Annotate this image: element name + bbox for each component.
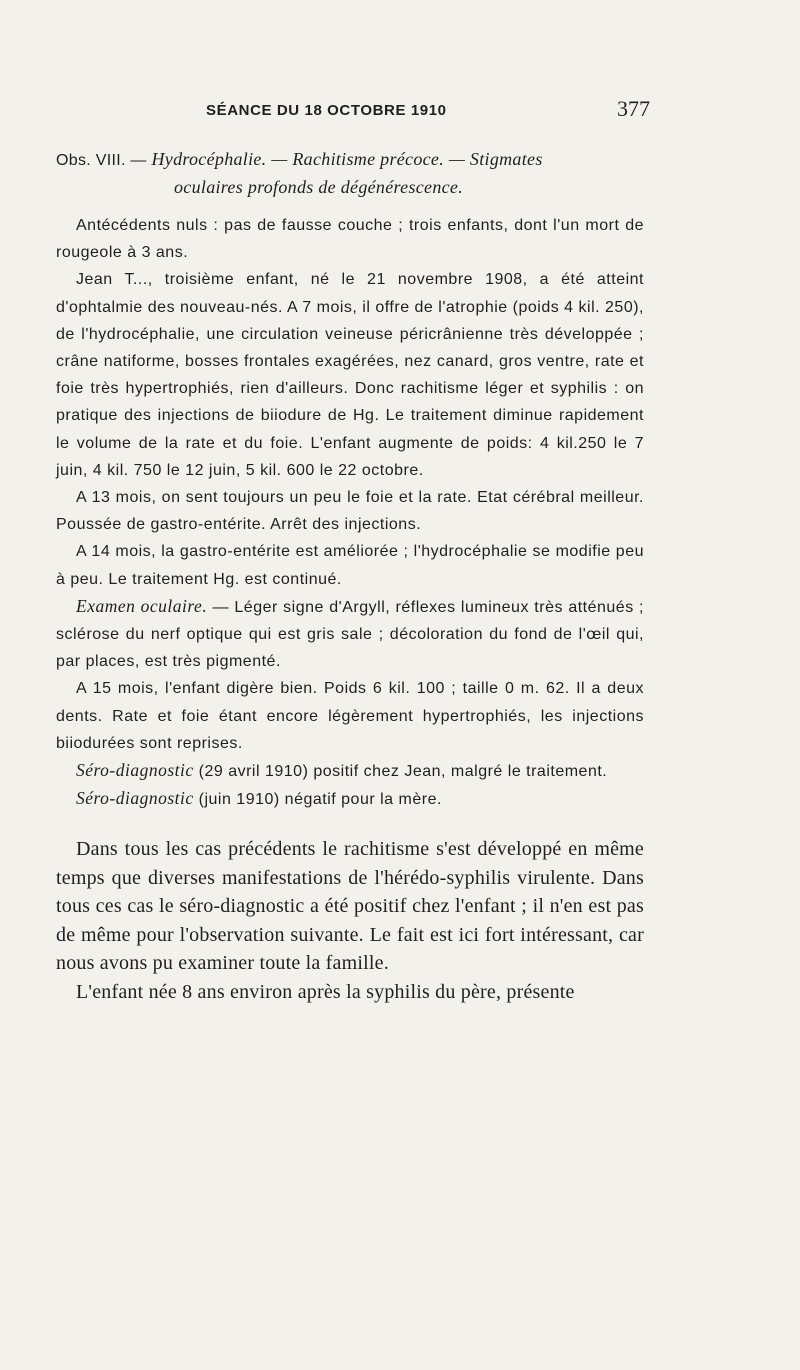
running-head: SÉANCE DU 18 OCTOBRE 1910 — [206, 102, 447, 119]
paragraph-14-mois: A 14 mois, la gastro-entérite est améliorée ; l'hydrocéphalie se modifie peu à peu. Le traitement Hg. est continué. — [56, 543, 644, 588]
observation-title — [56, 146, 644, 200]
paragraph-case-history: Jean T..., troisième enfant, né le 21 novembre 1908, a été atteint d'ophtalmie des nouveau-nés. A 7 mois, il offre de l'atrophie (poids 4 kil. 250), de l'hydrocéphalie, une circulation veineuse péricrânienne très développée ; crâne natiforme, bosses frontales exagérées, nez canard, gros ventre, rate et foie très hypertrophiés, rien d'ailleurs. Donc rachitisme léger et syphilis : on pratique des injections de biiodure de Hg. Le traitement diminue rapidement le volume de la rate et du foie. L'enfant augmente de poids: 4 kil.250 le 7 juin, 4 kil. 750 le 12 juin, 5 kil. 600 le 22 octobre. — [56, 271, 644, 479]
sero-2-text: (juin 1910) négatif pour la mère. — [193, 791, 442, 809]
paragraph-discussion: Dans tous les cas précédents le rachitisme s'est développé en même temps que diverses manifestations de l'hérédo-syphilis virulente. Dans tous ces cas le séro-diagnostic a été positif chez l'enfant ; il n'en est pas de même pour l'observation suivante. Le fait est ici fort intéressant, car nous avons pu examiner toute la famille. — [56, 838, 644, 975]
paragraph-sero-diagnostic-1 — [56, 757, 644, 785]
paragraph-15-mois: A 15 mois, l'enfant digère bien. Poids 6 kil. 100 ; taille 0 m. 62. Il a deux dents. Rate et foie étant encore légèrement hypertrophiés, les injections biiodurées sont reprises. — [56, 680, 644, 752]
observation-title-line-2: oculaires profonds de dégénérescence. — [174, 177, 464, 197]
paragraph-next-case: L'enfant née 8 ans environ après la syphilis du père, présente — [76, 980, 575, 1003]
sero-1-label: Séro-diagnostic — [76, 760, 194, 781]
page-header — [56, 90, 650, 130]
paragraph-examen-oculaire — [56, 593, 644, 676]
page — [56, 90, 650, 1006]
examen-text: — Léger signe d'Argyll, réflexes lumineux très atténués ; sclérose du nerf optique qui est gris sale ; décoloration du fond de l'œil qui, par places, est très pigmenté. — [56, 598, 644, 671]
sero-2-label: Séro-diagnostic — [76, 788, 194, 809]
page-number: 377 — [617, 96, 650, 121]
observation-number: Obs. VIII. — — [56, 152, 147, 169]
paragraph-antecedents: Antécédents nuls : pas de fausse couche ; trois enfants, dont l'un mort de rougeole à 3 ans. — [56, 217, 644, 262]
examen-label: Examen oculaire. — [76, 595, 208, 616]
sero-1-text: (29 avril 1910) positif chez Jean, malgré le traitement. — [193, 763, 608, 781]
observation-title-line-1: Hydrocéphalie. — Rachitisme précoce. — Stigmates — [151, 149, 543, 169]
paragraph-13-mois: A 13 mois, on sent toujours un peu le foie et la rate. Etat cérébral meilleur. Poussée de gastro-entérite. Arrêt des injections. — [56, 489, 644, 534]
paragraph-sero-diagnostic-2 — [56, 785, 644, 813]
